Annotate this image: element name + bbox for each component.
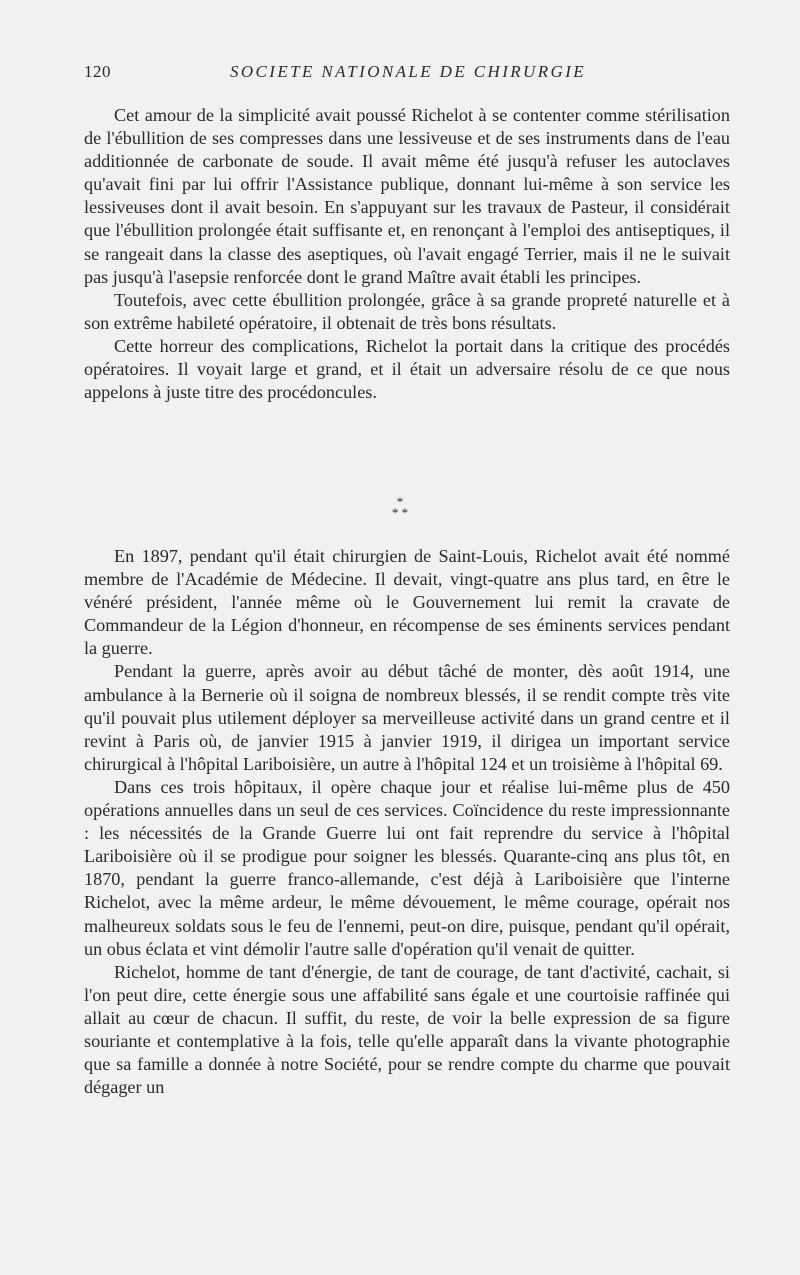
paragraph: Pendant la guerre, après avoir au début tâché de monter, dès août 1914, une ambulance à la Bernerie où il soigna de nombreux blessés, il se rendit compte très vite qu'il pouvait plus utilement déployer sa merveilleuse activité dans un grand centre et il revint à Paris où, de janvier 1915 à janvier 1919, il dirigea un important service chirurgical à l'hôpital Lariboisière, un autre à l'hôpital 124 et un troisième à l'hôpital 69.	[84, 661, 730, 774]
separator-top-star: *	[396, 494, 404, 509]
text-block-before-separator	[84, 104, 730, 404]
paragraph: Dans ces trois hôpitaux, il opère chaque jour et réalise lui-même plus de 450 opérations annuelles dans un seul de ces services. Coïncidence du reste impressionnante : les nécessités de la Grande Guerre lui ont fait reprendre du service à l'hôpital Lariboisière où il se prodigue pour soigner les blessés. Quarante-cinq ans plus tôt, en 1870, pendant la guerre franco-allemande, c'est déjà à Lariboisière que l'interne Richelot, avec la même ardeur, le même dévouement, le même courage, opérait nos malheureux soldats sous le feu de l'ennemi, peut-on dire, puisque, pendant qu'il opérait, un obus éclata et vint démolir l'autre salle d'opération qu'il venait de quitter.	[84, 776, 730, 959]
paragraph: Cet amour de la simplicité avait poussé Richelot à se contenter comme stérilisation de l'ébullition de ses compresses dans une lessiveuse et de ses instruments dans de l'eau additionnée de carbonate de soude. Il avait même été jusqu'à refuser les autoclaves qu'avait fini par lui offrir l'Assistance publique, donnant lui-même à son service les lessiveuses dont il avait besoin. En s'appuyant sur les travaux de Pasteur, il considérait que l'ébullition prolongée était suffisante et, en renonçant à l'emploi des antiseptiques, il se rangeait dans la classe des aseptiques, où l'avait engagé Terrier, mais il ne le suivait pas jusqu'à l'asepsie renforcée dont le grand Maître avait établi les principes.	[84, 105, 730, 287]
text-block-after-separator	[84, 545, 730, 1099]
paragraph: En 1897, pendant qu'il était chirurgien de Saint-Louis, Richelot avait été nommé membre de l'Académie de Médecine. Il devait, vingt-quatre ans plus tard, en être le vénéré président, l'année même où le Gouvernement lui remit la cravate de Commandeur de la Légion d'honneur, en récompense de ses éminents services pendant la guerre.	[84, 546, 730, 659]
paragraph: Richelot, homme de tant d'énergie, de tant de courage, de tant d'activité, cachait, si l'on peut dire, cette énergie sous une affabilité sans égale et une courtoisie raffinée qui allait au cœur de chacun. Il suffit, du reste, de voir la belle expression de sa figure souriante et contemplative à la fois, telle qu'elle apparaît dans la vivante photographie que sa famille a donnée à notre Société, pour se rendre compte du charme que pouvait dégager un	[84, 961, 730, 1098]
paragraph: Cette horreur des complications, Richelot la portait dans la critique des procédés opératoires. Il voyait large et grand, et il était un adversaire résolu de ce que nous appelons à juste titre des procédoncules.	[84, 335, 730, 403]
journal-title: SOCIETE NATIONALE DE CHIRURGIE	[229, 62, 587, 81]
paragraph: Toutefois, avec cette ébullition prolongée, grâce à sa grande propreté naturelle et à son extrême habileté opératoire, il obtenait de très bons résultats.	[84, 289, 730, 333]
section-separator	[0, 496, 800, 518]
page-number: 120	[84, 62, 111, 81]
running-header	[84, 62, 732, 86]
separator-bottom-stars: * *	[391, 505, 409, 520]
